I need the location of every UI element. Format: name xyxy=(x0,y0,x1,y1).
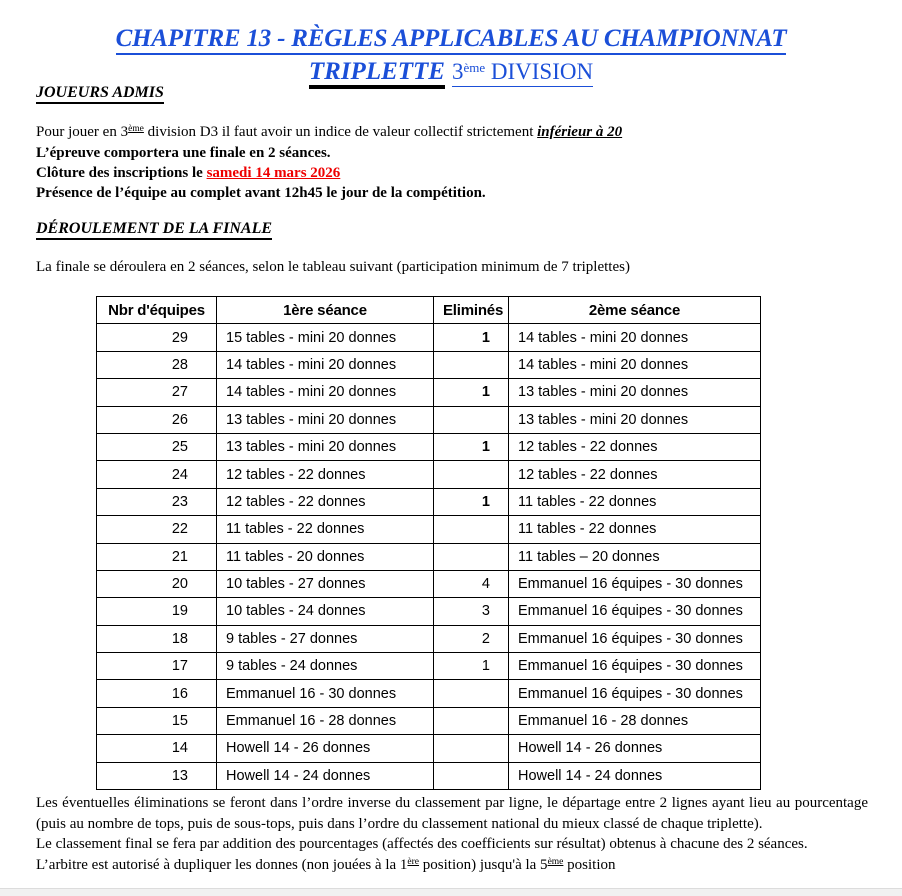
cell-elimines xyxy=(434,461,509,488)
cell-elimines xyxy=(434,680,509,707)
cloture-prefix: Clôture des inscriptions le xyxy=(36,165,207,181)
table-row xyxy=(97,653,761,680)
cell-1ere-seance: 14 tables - mini 20 donnes xyxy=(217,379,434,406)
cell-2eme-seance: 13 tables - mini 20 donnes xyxy=(509,379,761,406)
footer-paragraph-classement: Le classement final se fera par addition des pourcentages (affectés des coefficients sur résultat) obtenus à chacune des 2 séances. xyxy=(36,836,808,852)
cell-2eme-seance: Emmanuel 16 équipes - 30 donnes xyxy=(509,680,761,707)
cell-1ere-seance: 13 tables - mini 20 donnes xyxy=(217,406,434,433)
cell-1ere-seance: 14 tables - mini 20 donnes xyxy=(217,351,434,378)
title-triplette: TRIPLETTE xyxy=(309,58,445,89)
table-row xyxy=(97,433,761,460)
indice-part1: Pour jouer en 3 xyxy=(36,124,129,140)
arbitre-sup2: ème xyxy=(547,856,564,867)
cell-2eme-seance: 12 tables - 22 donnes xyxy=(509,433,761,460)
cell-1ere-seance: Emmanuel 16 - 30 donnes xyxy=(217,680,434,707)
cell-nbr-equipes: 22 xyxy=(97,516,217,543)
cell-2eme-seance: Emmanuel 16 équipes - 30 donnes xyxy=(509,598,761,625)
heading-joueurs-admis-text: JOUEURS ADMIS xyxy=(36,84,164,104)
column-header-2eme-seance: 2ème séance xyxy=(509,297,761,324)
cell-2eme-seance: Emmanuel 16 équipes - 30 donnes xyxy=(509,625,761,652)
table-body xyxy=(97,324,761,790)
cell-elimines: 1 xyxy=(434,433,509,460)
arbitre-part1: L’arbitre est autorisé à dupliquer les donnes (non jouées à la 1 xyxy=(36,856,408,873)
cell-nbr-equipes: 17 xyxy=(97,653,217,680)
title-division xyxy=(452,59,593,87)
footer-notes xyxy=(36,793,868,875)
table-row xyxy=(97,680,761,707)
table-header xyxy=(97,297,761,324)
title-division-suffix: DIVISION xyxy=(485,59,594,84)
indice-part2: division D3 il faut avoir un indice de valeur collectif strictement xyxy=(143,124,538,140)
table-row xyxy=(97,488,761,515)
cell-1ere-seance: 12 tables - 22 donnes xyxy=(217,488,434,515)
paragraph-finale-intro: La finale se déroulera en 2 séances, selon le tableau suivant (participation minimum de 7 triplettes) xyxy=(36,259,630,275)
cell-2eme-seance: Emmanuel 16 - 28 donnes xyxy=(509,707,761,734)
table-row xyxy=(97,762,761,789)
cell-nbr-equipes: 20 xyxy=(97,570,217,597)
cell-nbr-equipes: 19 xyxy=(97,598,217,625)
cell-2eme-seance: 14 tables - mini 20 donnes xyxy=(509,324,761,351)
cell-elimines xyxy=(434,543,509,570)
cell-1ere-seance: 9 tables - 27 donnes xyxy=(217,625,434,652)
arbitre-part2: position) jusqu'à la 5 xyxy=(419,856,548,873)
footer-paragraph-eliminations: Les éventuelles éliminations se feront dans l’ordre inverse du classement par ligne, le départage entre 2 lignes ayant lieu au pourcentage (puis au nombre de tops, puis de sous-tops, puis dans l’ordre du classement national du mieux classé de chaque triplette). xyxy=(36,795,868,832)
cell-2eme-seance: 12 tables - 22 donnes xyxy=(509,461,761,488)
cell-1ere-seance: 10 tables - 27 donnes xyxy=(217,570,434,597)
cell-nbr-equipes: 13 xyxy=(97,762,217,789)
cell-2eme-seance: Howell 14 - 24 donnes xyxy=(509,762,761,789)
cell-2eme-seance: 11 tables – 20 donnes xyxy=(509,543,761,570)
cell-elimines xyxy=(434,735,509,762)
title-division-prefix: 3 xyxy=(451,59,464,84)
heading-joueurs-admis xyxy=(36,84,164,102)
cell-1ere-seance: Howell 14 - 26 donnes xyxy=(217,735,434,762)
document-title xyxy=(36,24,866,90)
indice-emphasis: inférieur à 20 xyxy=(537,124,623,140)
table-row xyxy=(97,598,761,625)
cell-2eme-seance: Emmanuel 16 équipes - 30 donnes xyxy=(509,570,761,597)
title-line-1-text: CHAPITRE 13 - RÈGLES APPLICABLES AU CHAMPIONNAT xyxy=(116,25,787,55)
cell-2eme-seance: Emmanuel 16 équipes - 30 donnes xyxy=(509,653,761,680)
cell-elimines xyxy=(434,351,509,378)
cell-elimines xyxy=(434,406,509,433)
title-division-sup: ème xyxy=(463,60,486,75)
cell-nbr-equipes: 24 xyxy=(97,461,217,488)
cell-nbr-equipes: 16 xyxy=(97,680,217,707)
cell-nbr-equipes: 29 xyxy=(97,324,217,351)
arbitre-part3: position xyxy=(563,856,616,873)
cell-1ere-seance: 11 tables - 22 donnes xyxy=(217,516,434,543)
cell-elimines xyxy=(434,762,509,789)
cell-nbr-equipes: 26 xyxy=(97,406,217,433)
paragraph-epreuve: L’épreuve comportera une finale en 2 séances. xyxy=(36,145,331,161)
table-row xyxy=(97,735,761,762)
cell-nbr-equipes: 23 xyxy=(97,488,217,515)
cell-elimines: 3 xyxy=(434,598,509,625)
table-row xyxy=(97,543,761,570)
cell-nbr-equipes: 18 xyxy=(97,625,217,652)
arbitre-sup1: ère xyxy=(407,856,420,867)
cell-1ere-seance: 15 tables - mini 20 donnes xyxy=(217,324,434,351)
cell-2eme-seance: Howell 14 - 26 donnes xyxy=(509,735,761,762)
cell-1ere-seance: Emmanuel 16 - 28 donnes xyxy=(217,707,434,734)
cell-nbr-equipes: 27 xyxy=(97,379,217,406)
paragraph-indice-valeur xyxy=(36,122,622,142)
cell-elimines xyxy=(434,516,509,543)
cell-elimines: 2 xyxy=(434,625,509,652)
table-row xyxy=(97,570,761,597)
cell-1ere-seance: 11 tables - 20 donnes xyxy=(217,543,434,570)
cell-elimines: 1 xyxy=(434,488,509,515)
table-row xyxy=(97,707,761,734)
cell-elimines: 1 xyxy=(434,379,509,406)
table-row xyxy=(97,406,761,433)
cell-nbr-equipes: 15 xyxy=(97,707,217,734)
cell-1ere-seance: 13 tables - mini 20 donnes xyxy=(217,433,434,460)
cell-nbr-equipes: 14 xyxy=(97,735,217,762)
table-row xyxy=(97,379,761,406)
footer-paragraph-arbitre xyxy=(36,855,868,876)
title-line-1 xyxy=(36,24,866,54)
cell-1ere-seance: Howell 14 - 24 donnes xyxy=(217,762,434,789)
cell-2eme-seance: 11 tables - 22 donnes xyxy=(509,488,761,515)
cell-elimines xyxy=(434,707,509,734)
cell-elimines: 4 xyxy=(434,570,509,597)
cell-1ere-seance: 10 tables - 24 donnes xyxy=(217,598,434,625)
table-row xyxy=(97,625,761,652)
cell-2eme-seance: 13 tables - mini 20 donnes xyxy=(509,406,761,433)
table-row xyxy=(97,516,761,543)
cloture-date: samedi 14 mars 2026 xyxy=(206,165,341,181)
cell-1ere-seance: 9 tables - 24 donnes xyxy=(217,653,434,680)
indice-sup: ème xyxy=(128,124,144,134)
cell-nbr-equipes: 25 xyxy=(97,433,217,460)
cell-elimines: 1 xyxy=(434,653,509,680)
paragraph-presence: Présence de l’équipe au complet avant 12h45 le jour de la compétition. xyxy=(36,185,486,201)
cell-nbr-equipes: 21 xyxy=(97,543,217,570)
schedule-table xyxy=(96,296,761,790)
cell-nbr-equipes: 28 xyxy=(97,351,217,378)
heading-deroulement-finale xyxy=(36,220,272,238)
cell-2eme-seance: 11 tables - 22 donnes xyxy=(509,516,761,543)
paragraph-cloture xyxy=(36,163,340,183)
column-header-nbr-equipes: Nbr d'équipes xyxy=(97,297,217,324)
heading-deroulement-finale-text: DÉROULEMENT DE LA FINALE xyxy=(36,220,272,240)
table-row xyxy=(97,324,761,351)
cell-2eme-seance: 14 tables - mini 20 donnes xyxy=(509,351,761,378)
table-header-row xyxy=(97,297,761,324)
cell-elimines: 1 xyxy=(434,324,509,351)
cell-1ere-seance: 12 tables - 22 donnes xyxy=(217,461,434,488)
table-row xyxy=(97,461,761,488)
table-row xyxy=(97,351,761,378)
column-header-1ere-seance: 1ère séance xyxy=(217,297,434,324)
column-header-elimines: Eliminés xyxy=(434,297,509,324)
